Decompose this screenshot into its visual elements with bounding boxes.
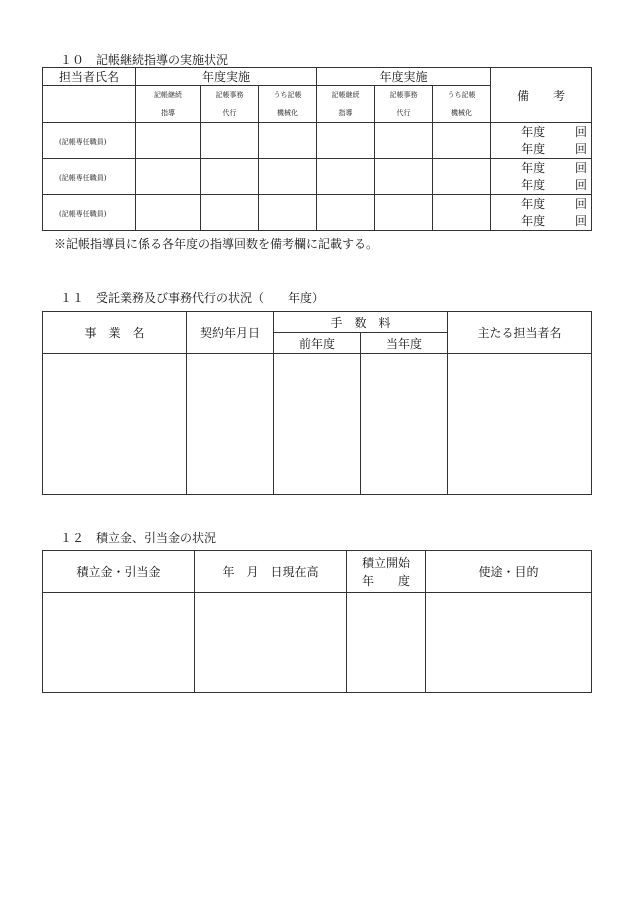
sub-header-2: 記帳事務 代行 xyxy=(201,86,259,123)
section11-table xyxy=(42,311,592,495)
remarks-header: 備 考 xyxy=(491,68,592,123)
sub-header-3: うち記帳 機械化 xyxy=(259,86,317,123)
curr-year-header: 当年度 xyxy=(361,333,448,354)
table-row xyxy=(43,123,592,159)
sub-header-1: 記帳継続 指導 xyxy=(136,86,201,123)
prev-year-header: 前年度 xyxy=(274,333,361,354)
table-row xyxy=(43,195,592,231)
purpose-header: 使途・目的 xyxy=(426,551,592,593)
contract-date-header: 契約年月日 xyxy=(187,312,274,354)
start-year-header: 積立開始 年 度 xyxy=(347,551,426,593)
remarks-cell: 年度 回 年度 回 xyxy=(491,195,592,231)
section12-title: １２ 積立金、引当金の状況 xyxy=(60,531,217,545)
fee-header: 手 数 料 xyxy=(274,312,448,333)
section12-table xyxy=(42,550,592,693)
year-impl-header-2: 年度実施 xyxy=(317,68,491,86)
table-row xyxy=(43,159,592,195)
section10-note: ※記帳指導員に係る各年度の指導回数を備考欄に記載する。 xyxy=(54,237,379,251)
business-name-header: 事 業 名 xyxy=(43,312,187,354)
main-person-header: 主たる担当者名 xyxy=(448,312,592,354)
row-label: (記帳専任職員) xyxy=(59,138,107,146)
person-name-header: 担当者氏名 xyxy=(43,68,136,86)
row-label: (記帳専任職員) xyxy=(59,174,107,182)
sub-header-4: 記帳継続 指導 xyxy=(317,86,375,123)
year-impl-header-1: 年度実施 xyxy=(136,68,317,86)
section11-title: １１ 受託業務及び事務代行の状況（ 年度） xyxy=(60,291,325,305)
section10-title: １０ 記帳継続指導の実施状況 xyxy=(60,53,229,67)
table-row xyxy=(43,354,592,495)
balance-header: 年 月 日現在高 xyxy=(195,551,347,593)
remarks-cell: 年度 回 年度 回 xyxy=(491,123,592,159)
sub-header-5: 記帳事務 代行 xyxy=(375,86,433,123)
remarks-cell: 年度 回 年度 回 xyxy=(491,159,592,195)
section10-table xyxy=(42,67,592,231)
table-row xyxy=(43,593,592,693)
reserve-header: 積立金・引当金 xyxy=(43,551,195,593)
person-name-subcell xyxy=(43,86,136,123)
row-label: (記帳専任職員) xyxy=(59,210,107,218)
sub-header-6: うち記帳 機械化 xyxy=(433,86,491,123)
